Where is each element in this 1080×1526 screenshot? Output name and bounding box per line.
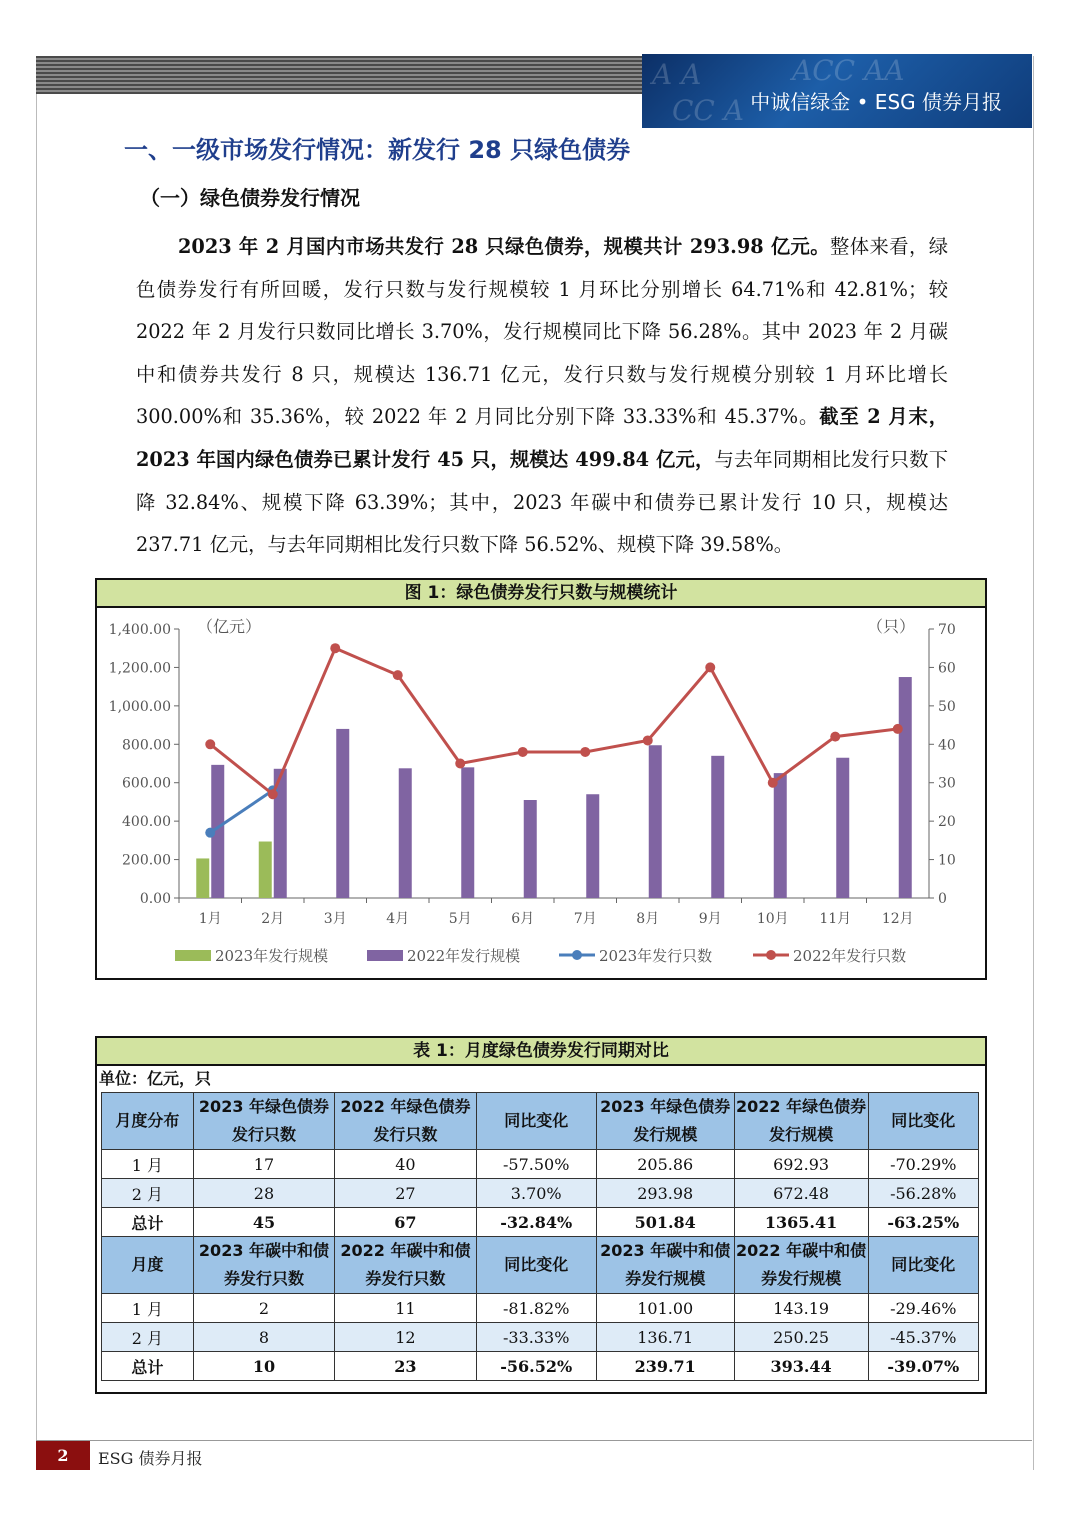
table-cell: -29.46% [868, 1294, 978, 1323]
table-cell: 27 [335, 1179, 476, 1208]
left-tick-label: 0.00 [139, 891, 171, 907]
table-caption: 表 1：月度绿色债券发行同期对比 [97, 1038, 985, 1066]
x-tick-label: 8月 [636, 911, 660, 927]
line-point [518, 747, 528, 757]
table-cell: 同比变化 [476, 1237, 596, 1294]
right-axis-unit: （只） [867, 617, 916, 636]
line-point [643, 735, 653, 745]
x-tick-label: 4月 [386, 911, 410, 927]
bar-2022 [461, 767, 474, 898]
table-cell: 2 [193, 1294, 334, 1323]
x-tick-label: 11月 [819, 911, 852, 927]
left-tick-label: 1,200.00 [108, 660, 171, 677]
page-number: 2 [36, 1441, 90, 1470]
x-tick-label: 3月 [323, 911, 347, 927]
table-cell: 月度 [102, 1237, 194, 1294]
bar-2022 [899, 677, 912, 898]
table-cell: 11 [335, 1294, 476, 1323]
line-point [393, 670, 403, 680]
table-cell: 1 月 [102, 1294, 194, 1323]
table-cell: 总计 [102, 1208, 194, 1237]
table-cell: 136.71 [596, 1323, 734, 1352]
legend-swatch-marker [572, 950, 582, 960]
left-tick-label: 600.00 [122, 775, 171, 792]
table-cell: 501.84 [596, 1208, 734, 1237]
legend-label: 2023年发行只数 [599, 947, 713, 965]
left-axis-unit: （亿元） [197, 617, 262, 636]
legend-label: 2022年发行只数 [793, 947, 907, 965]
body-paragraph [136, 226, 948, 567]
bar-2022 [399, 768, 412, 898]
table-cell: 总计 [102, 1352, 194, 1381]
figure-caption: 图 1：绿色债券发行只数与规模统计 [97, 580, 985, 608]
table-cell: 同比变化 [868, 1093, 978, 1150]
bar-2022 [586, 794, 599, 898]
right-tick-label: 30 [938, 775, 956, 792]
legend-swatch [367, 950, 403, 961]
table-cell: -63.25% [868, 1208, 978, 1237]
bar-2022 [711, 756, 724, 898]
table-cell: -70.29% [868, 1150, 978, 1179]
table-cell: 45 [193, 1208, 334, 1237]
x-tick-label: 12月 [881, 911, 914, 927]
table-cell: 101.00 [596, 1294, 734, 1323]
table-cell: -32.84% [476, 1208, 596, 1237]
table-cell: 2022 年碳中和债券发行规模 [734, 1237, 868, 1294]
right-tick-label: 20 [938, 814, 956, 831]
table-cell: 2023 年碳中和债券发行规模 [596, 1237, 734, 1294]
table-total-row [102, 1208, 979, 1237]
x-tick-label: 7月 [573, 911, 597, 927]
table-cell: 2023 年绿色债券发行只数 [193, 1093, 334, 1150]
left-tick-label: 800.00 [122, 737, 171, 754]
issuance-chart [97, 608, 985, 976]
left-tick-label: 1,000.00 [108, 698, 171, 715]
table-cell: -39.07% [868, 1352, 978, 1381]
table-cell: 40 [335, 1150, 476, 1179]
table-row [102, 1294, 979, 1323]
table-cell: 2022 年碳中和债券发行只数 [335, 1237, 476, 1294]
table-cell: 293.98 [596, 1179, 734, 1208]
line-point [705, 662, 715, 672]
footer-divider [36, 1440, 1032, 1441]
right-tick-label: 50 [938, 698, 956, 715]
table-cell: -33.33% [476, 1323, 596, 1352]
line-2022 [210, 648, 898, 794]
legend-label: 2022年发行规模 [407, 947, 521, 965]
table-cell: 67 [335, 1208, 476, 1237]
paragraph-bold-2: 截至 2 月末，2023 年国内绿色债券已累计发行 45 只，规模达 499.84 亿元， [136, 405, 948, 471]
table-header-row [102, 1237, 979, 1294]
subsection-title: （一）绿色债券发行情况 [140, 186, 360, 210]
table-cell: 2 月 [102, 1323, 194, 1352]
table-row [102, 1150, 979, 1179]
bar-2022 [336, 729, 349, 898]
table-row [102, 1323, 979, 1352]
table-cell: 17 [193, 1150, 334, 1179]
table-cell: 2 月 [102, 1179, 194, 1208]
table-cell: 12 [335, 1323, 476, 1352]
table-cell: -45.37% [868, 1323, 978, 1352]
table-cell: 28 [193, 1179, 334, 1208]
bar-2023 [259, 842, 272, 898]
footer-title: ESG 债券月报 [98, 1449, 203, 1468]
table-cell: -56.28% [868, 1179, 978, 1208]
header-stripes [36, 56, 642, 94]
paragraph-text-2: 与去年同期相比发行只数下降 32.84%、规模下降 63.39%；其中，2023 年碳中和债券已累计发行 10 只，规模达 237.71 亿元，与去年同期相比发行只数下降 56.52%、规模下降 39.58%。 [136, 447, 948, 557]
bar-2022 [836, 758, 849, 898]
x-tick-label: 9月 [698, 911, 722, 927]
banner-decoration: ACC AA [792, 54, 905, 87]
table-cell: 250.25 [734, 1323, 868, 1352]
line-point [268, 789, 278, 799]
table-cell: 1365.41 [734, 1208, 868, 1237]
comparison-table-box [95, 1036, 987, 1394]
table-cell: -81.82% [476, 1294, 596, 1323]
header-title: 中诚信绿金 • ESG 债券月报 [750, 90, 1002, 114]
line-point [330, 643, 340, 653]
table-cell: 1 月 [102, 1150, 194, 1179]
bar-2022 [524, 800, 537, 898]
table-cell: 同比变化 [476, 1093, 596, 1150]
x-tick-label: 1月 [198, 911, 222, 927]
left-tick-label: 200.00 [122, 852, 171, 869]
line-point [205, 828, 215, 838]
right-tick-label: 70 [938, 622, 956, 638]
right-tick-label: 40 [938, 737, 956, 754]
table-cell: 10 [193, 1352, 334, 1381]
line-point [830, 732, 840, 742]
table-cell: -57.50% [476, 1150, 596, 1179]
line-point [580, 747, 590, 757]
bar-2022 [774, 773, 787, 898]
table-cell: 23 [335, 1352, 476, 1381]
table-header-row [102, 1093, 979, 1150]
banner-decoration: A A [652, 58, 702, 91]
table-cell: 3.70% [476, 1179, 596, 1208]
section-title: 一、一级市场发行情况：新发行 28 只绿色债券 [124, 136, 631, 164]
paragraph-bold-1: 2023 年 2 月国内市场共发行 28 只绿色债券，规模共计 293.98 亿元。 [178, 235, 831, 258]
table-cell: 205.86 [596, 1150, 734, 1179]
line-point [768, 778, 778, 788]
table-cell: 同比变化 [868, 1237, 978, 1294]
table-cell: 2023 年碳中和债券发行只数 [193, 1237, 334, 1294]
table-row [102, 1179, 979, 1208]
right-tick-label: 10 [938, 852, 956, 869]
table-cell: 692.93 [734, 1150, 868, 1179]
table-cell: 672.48 [734, 1179, 868, 1208]
header-banner [642, 54, 1032, 128]
left-tick-label: 400.00 [122, 814, 171, 831]
x-tick-label: 5月 [448, 911, 472, 927]
paragraph-text-1: 整体来看，绿色债券发行有所回暖，发行只数与发行规模较 1 月环比分别增长 64.71%和 42.81%；较 2022 年 2 月发行只数同比增长 3.70%，发行规模同比下降 56.28%。其中 2023 年 2 月碳中和债券共发行 8 只，规模达 136.71 亿元，发行只数与发行规模分别较 1 月环比增长 300.00%和 35.36%，较 2022 年 2 月同比分别下降 33.33%和 45.37%。 [136, 235, 948, 429]
banner-decoration: CC A [672, 94, 744, 127]
x-tick-label: 6月 [511, 911, 535, 927]
legend-swatch [175, 950, 211, 961]
left-tick-label: 1,400.00 [108, 622, 171, 638]
x-tick-label: 2月 [261, 911, 285, 927]
legend-label: 2023年发行规模 [215, 947, 329, 965]
table-cell: -56.52% [476, 1352, 596, 1381]
table-cell: 239.71 [596, 1352, 734, 1381]
table-cell: 8 [193, 1323, 334, 1352]
x-tick-label: 10月 [756, 911, 789, 927]
line-point [205, 739, 215, 749]
table-unit: 单位：亿元，只 [99, 1069, 212, 1088]
table-cell: 月度分布 [102, 1093, 194, 1150]
table-cell: 2022 年绿色债券发行只数 [335, 1093, 476, 1150]
line-point [455, 759, 465, 769]
right-tick-label: 60 [938, 660, 956, 677]
table-cell: 2023 年绿色债券发行规模 [596, 1093, 734, 1150]
legend-swatch-marker [766, 950, 776, 960]
table-cell: 143.19 [734, 1294, 868, 1323]
comparison-table [101, 1092, 979, 1381]
table-cell: 2022 年绿色债券发行规模 [734, 1093, 868, 1150]
line-point [893, 724, 903, 734]
bar-2022 [649, 745, 662, 898]
figure-chart [95, 578, 987, 980]
bar-2023 [196, 858, 209, 898]
table-cell: 393.44 [734, 1352, 868, 1381]
right-tick-label: 0 [938, 891, 947, 907]
table-total-row [102, 1352, 979, 1381]
